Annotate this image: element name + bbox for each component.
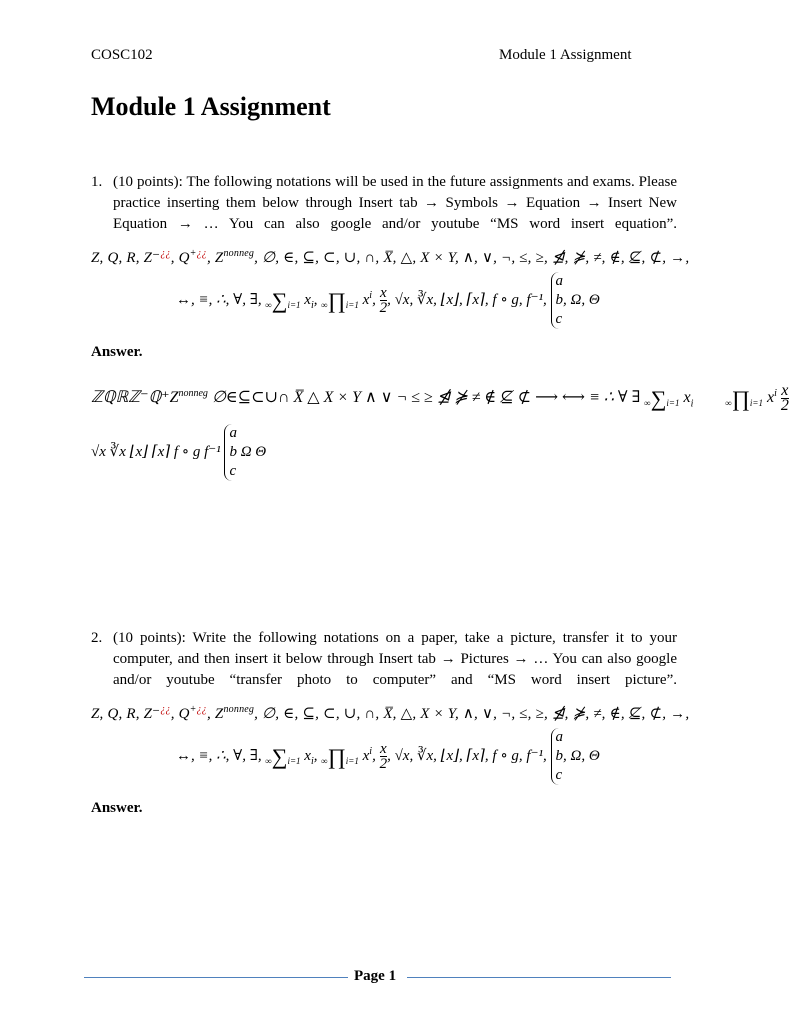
question-2: [91, 628, 677, 712]
header-module: Module 1 Assignment: [499, 47, 632, 63]
product-symbol: ∞∏i=1: [321, 743, 359, 769]
question-text: (10 points): Write the following notations on a paper, take a picture, transfer it to your computer, and then insert it below through Insert tab → Pictures → … You can also google and/or youtube “transfer photo to computer” and “MS word insert picture”.: [113, 630, 677, 688]
sum-symbol: ∞∑i=1: [265, 287, 301, 313]
sum-symbol: ∞∑i=1: [265, 743, 301, 769]
notation-line-2: ↔, ≡, ∴, ∀, ∃, ∞∑i=1 $x_i$, ∞∏i=1 $x^i$, $\frac{x}{2}$ , √x, ∛x, ⌊x⌋, ⌈x⌉, f ∘ g, f⁻¹, a b, Ω, Θ c: [176, 273, 600, 327]
page-number: Page 1: [354, 968, 397, 984]
answer-1-line-2[interactable]: √x ∛x ⌊x⌋ ⌈x⌉ f ∘ g f⁻¹ a b Ω Θ c: [91, 425, 267, 479]
header-course: COSC102: [91, 47, 153, 63]
notation-line-1: Z, Q, R, Z⁻¿¿, Q+¿¿, $Z^{nonneg}$, ∅, ∈, ⊆, ⊂, ∪, ∩, X̅, △, X × Y, ∧, ∨, ¬, ≤, ≥, ⋬, ⋡, ≠, ∉, ⊈, ⊄, →,: [91, 248, 690, 266]
question-text: (10 points): The following notations will be used in the future assignments and exams. Please practice inserting them below through Insert tab → Symbols → Equation → Insert New Equation → … You can also google and/or youtube “MS word insert equation”.: [113, 174, 677, 232]
case-matrix: a b, Ω, Θ c: [551, 728, 600, 785]
answer-label-2: Answer.: [91, 800, 143, 816]
fraction: $\frac{x}{2}$: [379, 285, 388, 316]
product-symbol: ∞∏i=1: [321, 287, 359, 313]
notation-line-2: ↔, ≡, ∴, ∀, ∃, ∞∑i=1 $x_i$, ∞∏i=1 $x^i$, $\frac{x}{2}$ , √x, ∛x, ⌊x⌋, ⌈x⌉, f ∘ g, f⁻¹, a b, Ω, Θ c: [176, 729, 600, 783]
answer-label-1: Answer.: [91, 344, 143, 360]
footer-rule-right: [407, 977, 671, 978]
fraction: $\frac{x}{2}$: [379, 741, 388, 772]
question-1: [91, 172, 677, 256]
notation-line-1: Z, Q, R, Z⁻¿¿, Q+¿¿, $Z^{nonneg}$, ∅, ∈, ⊆, ⊂, ∪, ∩, X̅, △, X × Y, ∧, ∨, ¬, ≤, ≥, ⋬, ⋡, ≠, ∉, ⊈, ⊄, →,: [91, 704, 690, 722]
question-number: 1.: [91, 174, 103, 190]
answer-1-line-1[interactable]: $ℤℚℝℤ^-ℚ^+Z^{nonneg}$ ∅∈⊆⊂∪∩ X̅ △ X × Y ∧ ∨ ¬ ≤ ≥ ⋬ ⋡ ≠ ∉ ⊈ ⊄ ⟶ ⟷ ≡ ∴ ∀ ∃ ∞∑i=1 $x_i$ ∞∏i=1 $x^i$ $\frac{x}{2}$: [91, 382, 789, 414]
footer-rule-left: [84, 977, 348, 978]
question-number: 2.: [91, 630, 103, 646]
page-title: Module 1 Assignment: [91, 92, 331, 121]
case-matrix: a b, Ω, Θ c: [551, 272, 600, 329]
page-footer: [84, 968, 671, 986]
